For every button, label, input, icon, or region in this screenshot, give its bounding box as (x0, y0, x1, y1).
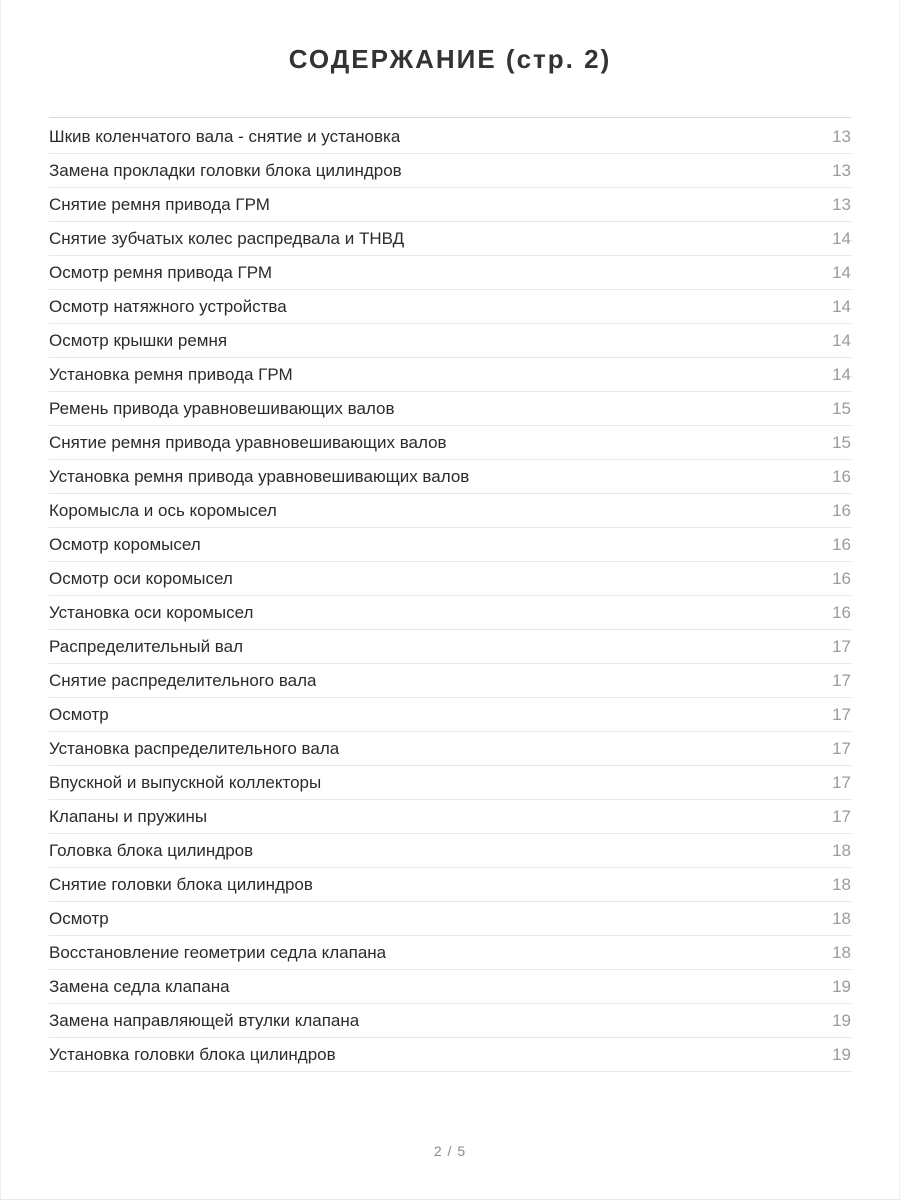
toc-entry-page-number: 17 (832, 738, 851, 758)
toc-entry[interactable] (49, 154, 851, 188)
toc-entry[interactable] (49, 188, 851, 222)
toc-entry-label: Осмотр натяжного устройства (49, 296, 287, 316)
toc-entry-page-number: 17 (832, 806, 851, 826)
toc-entry-page-number: 16 (832, 568, 851, 588)
toc-entry-label: Снятие головки блока цилиндров (49, 874, 313, 894)
toc-entry-page-number: 16 (832, 500, 851, 520)
toc-entry-page-number: 19 (832, 1010, 851, 1030)
toc-entry-page-number: 18 (832, 908, 851, 928)
toc-entry-page-number: 17 (832, 636, 851, 656)
toc-entry-label: Снятие распределительного вала (49, 670, 317, 690)
toc-entry[interactable] (49, 698, 851, 732)
toc-entry[interactable] (49, 222, 851, 256)
toc-entry-label: Головка блока цилиндров (49, 840, 254, 860)
toc-entry-page-number: 17 (832, 772, 851, 792)
toc-entry-label: Ремень привода уравновешивающих валов (49, 398, 395, 418)
toc-entry-page-number: 15 (832, 432, 851, 452)
toc-entry-page-number: 13 (832, 126, 851, 146)
toc-entry[interactable] (49, 1004, 851, 1038)
toc-entry-label: Замена прокладки головки блока цилиндров (49, 160, 402, 180)
toc-entry-label: Установка ремня привода ГРМ (49, 364, 293, 384)
toc-entry-page-number: 14 (832, 228, 851, 248)
toc-entry-label: Осмотр ремня привода ГРМ (49, 262, 273, 282)
toc-entry[interactable] (49, 596, 851, 630)
title-divider (49, 117, 851, 118)
toc-entry-page-number: 14 (832, 364, 851, 384)
toc-entry[interactable] (49, 936, 851, 970)
toc-entry-page-number: 16 (832, 602, 851, 622)
toc-entry-page-number: 13 (832, 194, 851, 214)
toc-entry[interactable] (49, 290, 851, 324)
toc-entry-label: Установка распределительного вала (49, 738, 340, 758)
toc-entry-label: Замена седла клапана (49, 976, 230, 996)
toc-entry[interactable] (49, 494, 851, 528)
toc-entry-label: Установка головки блока цилиндров (49, 1044, 336, 1064)
toc-entry[interactable] (49, 256, 851, 290)
toc-entry[interactable] (49, 1038, 851, 1072)
toc-entry-label: Коромысла и ось коромысел (49, 500, 277, 520)
toc-entry[interactable] (49, 426, 851, 460)
toc-entry-label: Осмотр (49, 908, 109, 928)
toc-entry[interactable] (49, 766, 851, 800)
toc-entry-label: Осмотр оси коромысел (49, 568, 233, 588)
toc-entry-label: Снятие ремня привода ГРМ (49, 194, 270, 214)
toc-entry-label: Снятие ремня привода уравновешивающих валов (49, 432, 447, 452)
toc-entry[interactable] (49, 324, 851, 358)
toc-entry[interactable] (49, 460, 851, 494)
toc-entry-label: Впускной и выпускной коллекторы (49, 772, 322, 792)
toc-entry[interactable] (49, 664, 851, 698)
toc-entry-label: Замена направляющей втулки клапана (49, 1010, 360, 1030)
toc-entry-label: Осмотр (49, 704, 109, 724)
toc-entry-page-number: 17 (832, 704, 851, 724)
toc-entry[interactable] (49, 834, 851, 868)
toc-entry-page-number: 13 (832, 160, 851, 180)
toc-entry-label: Осмотр крышки ремня (49, 330, 228, 350)
toc-entry-page-number: 14 (832, 262, 851, 282)
toc-entry-page-number: 18 (832, 874, 851, 894)
toc-entry-page-number: 19 (832, 1044, 851, 1064)
toc-entry-label: Восстановление геометрии седла клапана (49, 942, 387, 962)
toc-entry[interactable] (49, 562, 851, 596)
toc-entry-page-number: 17 (832, 670, 851, 690)
toc-entry[interactable] (49, 800, 851, 834)
toc-entry[interactable] (49, 358, 851, 392)
toc-entry-page-number: 16 (832, 534, 851, 554)
toc-entry-page-number: 18 (832, 840, 851, 860)
toc-entry-label: Установка ремня привода уравновешивающих валов (49, 466, 470, 486)
toc-entry-page-number: 16 (832, 466, 851, 486)
toc-entry[interactable] (49, 120, 851, 154)
toc-entry-page-number: 18 (832, 942, 851, 962)
page-number-indicator: 2 / 5 (433, 1143, 467, 1159)
toc-entry-label: Снятие зубчатых колес распредвала и ТНВД (49, 228, 405, 248)
toc-entry[interactable] (49, 970, 851, 1004)
page-title: СОДЕРЖАНИЕ (стр. 2) (288, 44, 612, 74)
toc-entry-page-number: 15 (832, 398, 851, 418)
toc-entry-label: Распределительный вал (49, 636, 243, 656)
toc-entry-page-number: 14 (832, 296, 851, 316)
toc-entry-label: Шкив коленчатого вала - снятие и установка (49, 126, 401, 146)
toc-entry[interactable] (49, 732, 851, 766)
toc-entry[interactable] (49, 392, 851, 426)
toc-list (49, 120, 851, 1072)
toc-entry-label: Установка оси коромысел (49, 602, 254, 622)
toc-entry-page-number: 14 (832, 330, 851, 350)
toc-entry-page-number: 19 (832, 976, 851, 996)
toc-entry-label: Клапаны и пружины (49, 806, 208, 826)
toc-entry[interactable] (49, 868, 851, 902)
toc-entry[interactable] (49, 528, 851, 562)
toc-entry-label: Осмотр коромысел (49, 534, 201, 554)
toc-entry[interactable] (49, 902, 851, 936)
toc-entry[interactable] (49, 630, 851, 664)
